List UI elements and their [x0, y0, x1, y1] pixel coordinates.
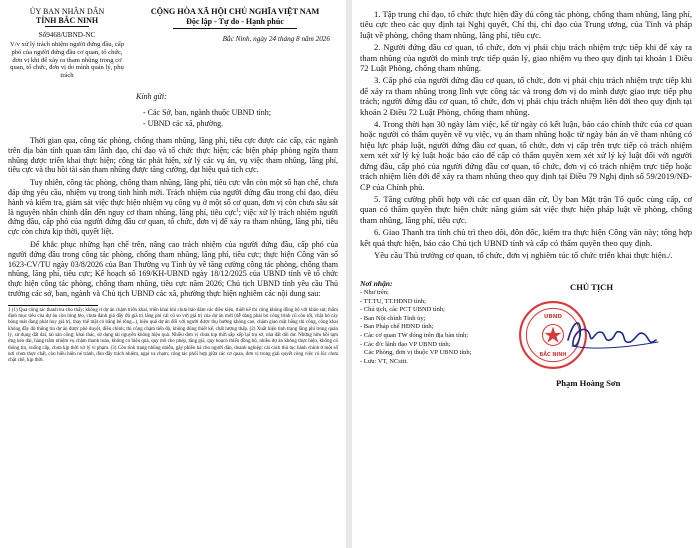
- national-heading: [132, 7, 338, 80]
- distribution-item: - Lưu: VT, NCsttt.: [360, 357, 408, 365]
- document-number: Số9468/UBND-NC: [38, 31, 96, 39]
- closing-text: Yêu cầu Thủ trưởng cơ quan, tổ chức, đơn vị nghiêm túc tổ chức triển khai thực hiện./.: [374, 249, 673, 260]
- org-line-2: TỈNH BẮC NINH: [35, 16, 99, 25]
- footnote-ref: 1: [236, 207, 239, 213]
- distribution-item: - Ban Nội chính Tỉnh ủy;: [360, 314, 426, 322]
- body-paragraph-3: Để khắc phục những hạn chế trên, nâng cao trách nhiệm của người đứng đầu, cấp phó của người đứng đầu trong công tác phòng, chống tham nhũng, lãng phí, tiêu cực; thực hiện Công văn số 1623-CV/TU ngày 03/8/2026 của Ban Thường vụ Tỉnh ủy về tăng cường công tác phòng, chống tham nhũng, lãng phí, tiêu cực; Kế hoạch số 169/KH-UBND ngày 18/12/2025 của UBND tỉnh về tổ chức thực hiện công tác phòng, chống tham nhũng, tiêu cực năm 2026; Chủ tịch UBND tỉnh yêu cầu Thủ trưởng các sở, ban, ngành và Chủ tịch UBND các xã, phường thực hiện nghiêm các nội dung sau:: [8, 239, 338, 298]
- nation-title: CỘNG HÒA XÃ HỘI CHỦ NGHĨA VIỆT NAM: [150, 7, 320, 16]
- body-paragraph-1: Thời gian qua, công tác phòng, chống tham nhũng, lãng phí, tiêu cực được các cấp, các ngành trên địa bàn tỉnh quan tâm lãnh đạo, chỉ đạo và tổ chức thực hiện; các biện pháp phòng ngừa tham nhũng được triển khai thực hiện; công tác phát hiện, xử lý các vụ án, vụ việc tham nhũng, lãng phí, tiêu cực và thu hồi tài sản tham nhũng được tăng cường, đạt hiệu quả tích cực.: [8, 135, 338, 175]
- greeting: Kính gửi:: [136, 91, 167, 101]
- issuing-authority: [8, 7, 126, 80]
- closing-paragraph: [360, 250, 692, 260]
- body-paragraph-2: [8, 178, 338, 237]
- signer-name: Phạm Hoàng Sơn: [556, 378, 621, 389]
- directive-item-text: 6. Giao Thanh tra tỉnh chủ trì theo dõi, đôn đốc, kiểm tra thực hiện Công văn này; tổng hợp kết quả thực hiện, báo cáo Chủ tịch UBND tỉnh và cấp có thẩm quyền theo quy định.: [360, 227, 692, 248]
- distribution-item: - TT.TU, TT.HĐND tỉnh;: [360, 297, 426, 305]
- directive-item-3: [360, 75, 692, 117]
- directive-item-6: [360, 227, 692, 248]
- letterhead: [8, 7, 338, 80]
- directive-item-text: 4. Trong thời hạn 30 ngày làm việc, kể từ ngày có kết luận, báo cáo chính thức của cơ quan hoặc người có thẩm quyền về vụ việc, vụ án tham nhũng hoặc từ ngày bản án về tham nhũng có hiệu lực pháp luật, người đứng đầu cơ quan, tổ chức, đơn vị cấp trên trực tiếp có trách nhiệm xem xét xử lý kỷ luật hoặc báo cáo để cấp có thẩm quyền xem xét xử lý kỷ luật đối với người đứng đầu, cấp phó của người đứng đầu cơ quan, tổ chức, đơn vị có trách nhiệm trực tiếp hoặc trách nhiệm liên đới để xảy ra tham nhũng theo quy định tại Điều 79 Nghị định số 59/2019/NĐ-CP của Chính phủ.: [360, 119, 692, 192]
- document-page-2: [352, 0, 700, 548]
- distribution-item: - Như trên;: [360, 288, 389, 296]
- recipient-list: [143, 107, 338, 129]
- directive-item-text: 1. Tập trung chỉ đạo, tổ chức thực hiện đầy đủ công tác phòng, chống tham nhũng, lãng phí, tiêu cực theo các quy định tại Nghị quyết, Chỉ thị, chỉ đạo của Trung ương, của Tỉnh và pháp luật về phòng, chống tham nhũng, lãng phí, tiêu cực.: [360, 9, 692, 40]
- document-page-1: [0, 0, 346, 548]
- footnote: 1 (1) Qua công tác thanh tra cho thấy: không ít dự án chậm triển khai, triển khai khi chưa bảo đảm các điều kiện, thiết kế thi công không đồng bộ với khảo sát; thẩm định mục tiêu của dự án còn lỏng lẻo, chưa đánh giá đầy đủ giá trị lãng phí cải cũ so với giá trị của dự án mới (dễ dàng phải bỏ công trình cũ còn tốt, chặt bỏ cây bóng mát đang phát huy giá trị, thay thế mặt cỏ bằng bê tông...), hiệu quả dự án đối với người được thụ hưởng không cao, chậm giao mặt bằng thi công, công khai không đầy đủ thông tin dự án được phê duyệt, điều chỉnh; thi công chậm tiến độ, không đúng thiết kế, chất lượng thấp. (2) Xuất hiện tình trạng lãng phí trong quản lý, sử dụng đất đai, tài sản công; khai thác, sử dụng tài nguyên không hiệu quả. Nhiều đơn vị chưa kịp thời sắp xếp lại trụ sở, nhà đất dôi dư. Những hữu hồi tạm ứng kéo dài, hàng trăm nhiệm vụ chậm thanh toán, không có hiệu quả, quy mô cho phép, tăng giá, quy hoạch thiếu đồng bộ, nhiều dự án không thực hiện, không có thông tin, xuống cấp, chưa kịp thời xử lý vi phạm. (3) Còn tình trạng nhũng nhiễu, gây phiền hà cho người dân, doanh nghiệp; cải cách thủ tục hành chính ở một số nơi chưa thực chất, còn biểu hiện né tránh, đùn đẩy trách nhiệm, ngại va chạm; công tác phối hợp giữa các cơ quan, đơn vị trong giải quyết công việc có lúc chưa chặt chẽ, kịp thời.: [8, 307, 338, 364]
- motto: Độc lập - Tự do - Hạnh phúc: [186, 17, 284, 26]
- distribution-item: - Chủ tịch, các PCT UBND tỉnh;: [360, 306, 445, 314]
- directive-item-2: [360, 42, 692, 73]
- recipient-item: - UBND các xã, phường.: [143, 118, 224, 128]
- recipient-item: - Các Sở, ban, ngành thuộc UBND tỉnh;: [143, 107, 271, 117]
- directive-item-1: [360, 9, 692, 40]
- directive-item-4: [360, 119, 692, 192]
- signer-role: CHỦ TỊCH: [570, 282, 614, 293]
- distribution-item: - Các cơ quan TW đóng trên địa bàn tỉnh;: [360, 331, 469, 339]
- handwritten-signature-icon: [564, 312, 664, 356]
- directive-item-text: 2. Người đứng đầu cơ quan, tổ chức, đơn vị phải chịu trách nhiệm trực tiếp khi để xảy ra tham nhũng của người do mình trực tiếp quản lý, giao nhiệm vụ theo quy định tại khoản 1 Điều 72 Luật Phòng, chống tham nhũng.: [360, 42, 692, 74]
- org-underline: [45, 26, 89, 27]
- directive-item-text: 5. Tăng cường phối hợp với các cơ quan dân cử, Ủy ban Mặt trận Tổ quốc cùng cấp, cơ quan có thẩm quyền thực hiện chức năng giám sát việc thực hiện pháp luật về phòng, chống tham nhũng, lãng phí, tiêu cực.: [360, 193, 692, 225]
- svg-text:BẮC NINH: BẮC NINH: [539, 352, 567, 359]
- body-paragraph-2-part-a: Tuy nhiên, công tác phòng, chống tham nhũng, lãng phí, tiêu cực vẫn còn một số hạn chế, chưa đáp ứng yêu cầu, nhiệm vụ trong tình hình mới. Trách nhiệm của người đứng đầu trong chỉ đạo, điều hành và kiểm tra, giám sát việc thực hiện nhiệm vụ công vụ ở một số cơ quan, đơn vị còn chưa sâu sát là nguyên nhân chính dẫn đến nguy cơ tham nhũng, lãng phí, tiêu cực: [8, 178, 338, 217]
- distribution-list: [360, 280, 520, 366]
- directive-item-5: [360, 194, 692, 225]
- distribution-item: - Ban Pháp chế HĐND tỉnh;: [360, 323, 434, 331]
- distribution-item: Các Phòng, đơn vị thuộc VP UBND tỉnh;: [364, 349, 472, 357]
- distribution-item: - Các đ/c lãnh đạo VP UBND tỉnh;: [360, 340, 451, 348]
- date-line: Bắc Ninh, ngày 24 tháng 8 năm 2026: [222, 35, 330, 43]
- signature-block: [360, 268, 692, 418]
- directive-item-text: 3. Cấp phó của người đứng đầu cơ quan, tổ chức, đơn vị phải chịu trách nhiệm trực tiếp khi để xảy ra tham nhũng trong lĩnh vực công tác và trong đơn vị do mình được giao trực tiếp phụ trách; người đứng đầu cơ quan, tổ chức, đơn vị phải chịu trách nhiệm liên đới theo quy định tại khoản 2 Điều 72 Luật Phòng, chống tham nhũng.: [360, 75, 692, 117]
- footnote-separator: [8, 305, 98, 306]
- subject-line: V/v xử lý trách nhiệm người đứng đầu, cấp phó của người đứng đầu cơ quan, tổ chức, đơn vị khi để xảy ra tham nhũng trong cơ quan, tổ chức, đơn vị do mình quản lý, phụ trách: [9, 41, 124, 80]
- motto-underline: [173, 28, 297, 29]
- org-line-1: ỦY BAN NHÂN DÂN: [29, 7, 105, 16]
- svg-text:UBND: UBND: [543, 314, 563, 321]
- body-paragraph-2-part-b: ; việc xử lý trách nhiệm người đứng đầu, cấp phó của người đứng đầu cơ quan, tổ chức, đơn vị để xảy ra tham nhũng, lãng phí, tiêu cực còn chưa kịp thời, quyết liệt.: [8, 207, 338, 237]
- distribution-title: Nơi nhận:: [360, 279, 393, 289]
